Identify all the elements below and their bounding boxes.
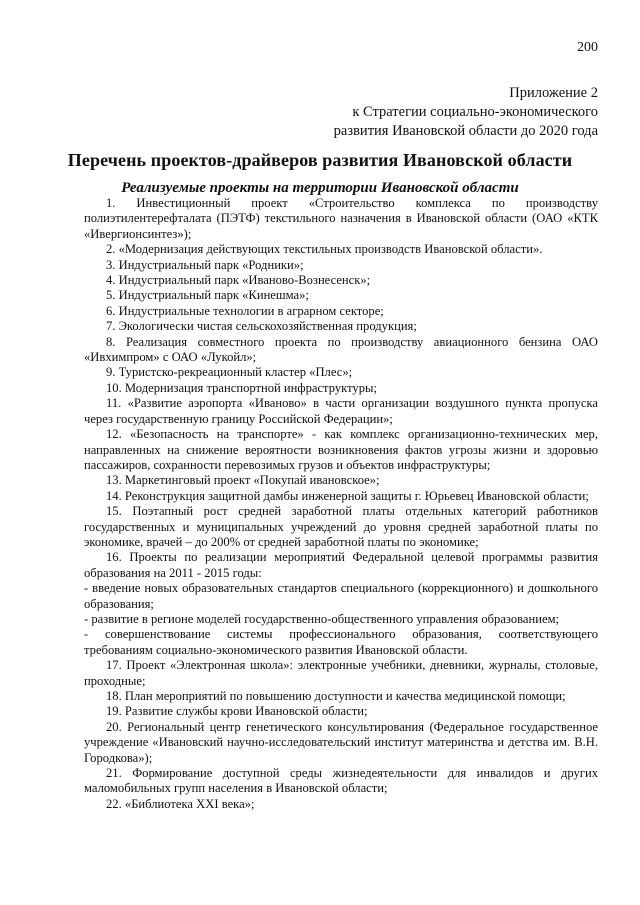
list-item: 8. Реализация совместного проекта по производству авиационного бензина ОАО «Ивхимпром» с ОАО «Лукойл»; — [84, 334, 598, 365]
appendix-heading — [178, 84, 598, 141]
list-item: 11. «Развитие аэропорта «Иваново» в части организации воздушного пункта пропуска через государственную границу Российской Федерации»; — [84, 396, 598, 426]
section-subtitle: Реализуемые проекты на территории Ивановской области — [121, 180, 519, 196]
list-item: 16. Проекты по реализации мероприятий Федеральной целевой программы развития образования на 2011 - 2015 годы: — [84, 550, 598, 580]
list-item: 3. Индустриальный парк «Родники»; — [106, 257, 304, 272]
projects-list — [84, 196, 598, 812]
list-item: 7. Экологически чистая сельскохозяйственная продукция; — [106, 319, 417, 334]
appendix-line-3: развития Ивановской области до 2020 года — [333, 123, 598, 139]
list-item: 9. Туристско-рекреационный кластер «Плес»; — [106, 365, 353, 380]
sub-list-item: - введение новых образовательных стандартов специального (коррекционного) и дошкольного образования; — [84, 581, 598, 611]
list-item: 5. Индустриальный парк «Кинешма»; — [106, 288, 309, 303]
document-title: Перечень проектов-драйверов развития Ивановской области — [67, 150, 573, 170]
list-item: 17. Проект «Электронная школа»: электронные учебники, дневники, журналы, столовые, проходные; — [84, 658, 598, 688]
list-item: 6. Индустриальные технологии в аграрном секторе; — [106, 303, 384, 318]
list-item: 18. План мероприятий по повышению доступности и качества медицинской помощи; — [106, 689, 566, 703]
page-number: 200 — [577, 40, 598, 55]
list-item: 19. Развитие службы крови Ивановской области; — [106, 704, 368, 719]
list-item: 14. Реконструкция защитной дамбы инженерной защиты г. Юрьевец Ивановской области; — [106, 488, 589, 503]
list-item: 22. «Библиотека XXI века»; — [106, 796, 255, 811]
list-item: 1. Инвестиционный проект «Строительство комплекса по производству полиэтилентерефталата (ПЭТФ) текстильного назначения в Ивановской области (ОАО «КТК «Ивергионсинтез»); — [84, 196, 598, 241]
appendix-line-2: к Стратегии социально-экономического — [352, 104, 598, 120]
list-item: 21. Формирование доступной среды жизнедеятельности для инвалидов и других маломобильных групп населения в Ивановской области; — [84, 766, 598, 796]
list-item: 20. Региональный центр генетического консультирования (Федеральное государственное учреждение «Ивановский научно-исследовательский институт материнства и детства им. В.Н. Городкова»); — [84, 719, 598, 765]
list-item: 10. Модернизация транспортной инфраструктуры; — [106, 380, 377, 395]
sub-list-item: - совершенствование системы профессионального образования, соответствующего требованиям социально-экономического развития Ивановской области. — [84, 627, 598, 657]
list-item: 13. Маркетинговый проект «Покупай ивановское»; — [106, 473, 380, 488]
sub-list-item: - развитие в регионе моделей государственно-общественного управления образованием; — [84, 611, 560, 626]
appendix-line-1: Приложение 2 — [509, 85, 598, 101]
list-item: 12. «Безопасность на транспорте» - как комплекс организационно-технических мер, направленных на снижение вероятности возникновения фактов угрозы жизни и здоровью пассажиров, сохранности перевозимых грузов и объектов инфраструктуры; — [84, 427, 598, 472]
list-item: 4. Индустриальный парк «Иваново-Вознесенск»; — [106, 273, 371, 288]
list-item: 2. «Модернизация действующих текстильных производств Ивановской области». — [106, 242, 543, 257]
list-item: 15. Поэтапный рост средней заработной платы отдельных категорий работников государственных и муниципальных учреждений до уровня средней заработной платы по экономике, врачей – до 200% от средней заработной платы по экономике; — [84, 504, 598, 549]
